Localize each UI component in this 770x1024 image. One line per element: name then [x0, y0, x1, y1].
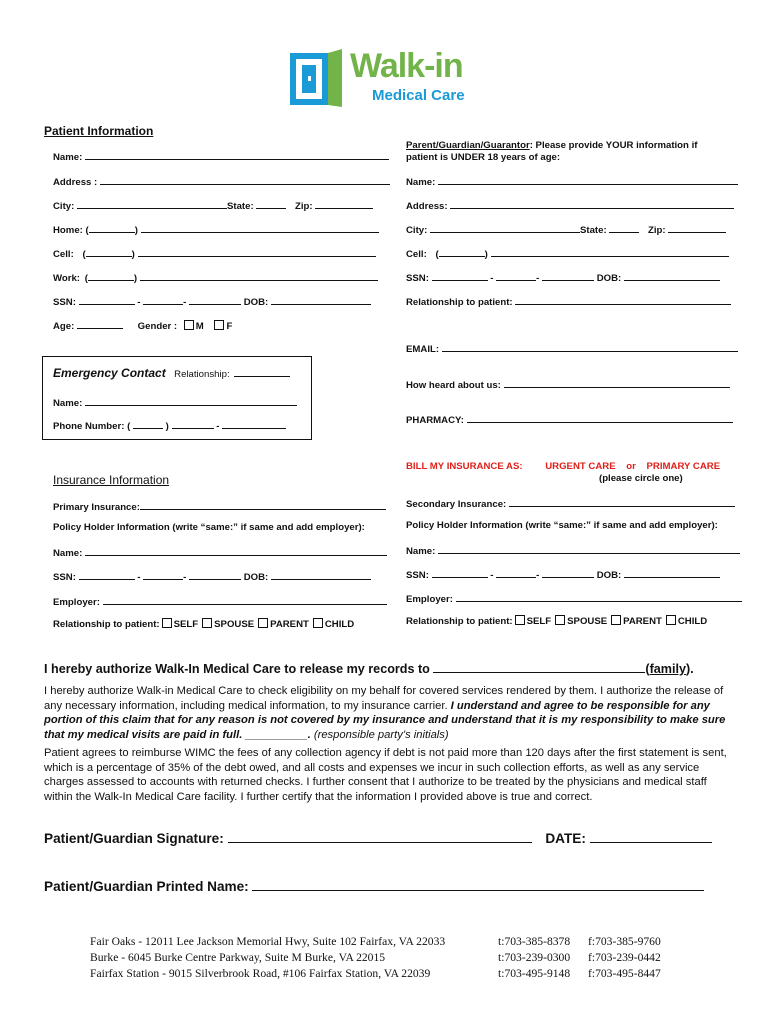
guardian-ssn-field-3[interactable] — [542, 271, 594, 281]
emergency-name-field[interactable] — [85, 396, 297, 406]
secondary-insurance-field[interactable] — [509, 497, 735, 507]
secondary-insured-ssn-field-2[interactable] — [496, 568, 536, 578]
secondary-employer-label: Employer: — [406, 594, 453, 605]
guardian-cell-area[interactable] — [439, 247, 485, 257]
patient-gender-label: Gender : — [137, 321, 178, 332]
guardian-address-label: Address: — [406, 201, 448, 212]
guardian-ssn-label: SSN: — [406, 273, 429, 284]
gender-m-label: M — [195, 321, 204, 332]
emergency-phone-row — [53, 419, 286, 432]
paren: ( — [85, 225, 89, 236]
secondary-spouse-checkbox[interactable] — [555, 615, 565, 625]
self-label: SELF — [173, 619, 199, 630]
secondary-insured-ssn-label: SSN: — [406, 570, 429, 581]
guardian-ssn-field-2[interactable] — [496, 271, 536, 281]
gender-f-label: F — [226, 321, 233, 332]
patient-age-field[interactable] — [77, 319, 123, 329]
signature-label: Patient/Guardian Signature: — [44, 831, 224, 846]
emergency-phone-area[interactable] — [133, 419, 163, 429]
insurance-heading: Insurance Information — [53, 473, 170, 487]
guardian-relationship-row — [406, 295, 731, 308]
insured-relationship-row — [53, 618, 354, 630]
patient-work-area[interactable] — [88, 271, 134, 281]
dash: - — [536, 570, 540, 581]
dash: - — [216, 421, 220, 432]
emergency-contact-box — [42, 356, 312, 440]
dash: - — [490, 273, 494, 284]
patient-dob-label: DOB: — [243, 297, 269, 308]
patient-age-label: Age: — [53, 321, 75, 332]
guardian-name-label: Name: — [406, 177, 436, 188]
secondary-self-label: SELF — [526, 616, 552, 627]
guardian-state-field[interactable] — [609, 223, 639, 233]
dash: - — [183, 297, 187, 308]
fax-fairfax-station: f:703-495-8447 — [588, 967, 661, 981]
signature-row — [44, 830, 712, 846]
dash: - — [490, 570, 494, 581]
guardian-note-line2: patient is UNDER 18 years of age: — [406, 152, 561, 163]
printed-name-label: Patient/Guardian Printed Name: — [44, 879, 249, 894]
patient-name-row — [53, 150, 389, 163]
pharmacy-field[interactable] — [467, 413, 733, 423]
guardian-name-field[interactable] — [438, 175, 738, 185]
release-records-field[interactable] — [433, 661, 645, 673]
collection-paragraph: Patient agrees to reimburse WIMC the fees of any collection agency if debt is not paid more than 120 days after the first statement is sent, which is a percentage of 35% of the debt owed, and all costs and expenses we incur in such collection efforts, as well as any service charges assessed to accounts with returned checks. I further consent that I authorize to be treated by the physicians and medical staff within the Walk-In Medical Care facility. I further certify that the information I provided above is true and correct. — [44, 747, 727, 803]
emergency-relationship-label: Relationship: — [174, 369, 230, 380]
patient-cell-label: Cell: — [53, 249, 74, 260]
insured-dob-label: DOB: — [243, 572, 269, 583]
guardian-cell-field[interactable] — [491, 247, 729, 257]
bill-or: or — [626, 461, 636, 472]
guardian-ssn-field-1[interactable] — [432, 271, 488, 281]
guardian-email-field[interactable] — [442, 342, 738, 352]
bill-primary-care[interactable]: PRIMARY CARE — [646, 461, 721, 472]
bill-circle-note: (please circle one) — [599, 473, 683, 484]
authorization-bold: I understand and agree to be responsible for any portion of this claim that for any reason is not covered by my insurance and understand that it is my responsibility to make sure that my medical visits are paid in full. __________. — [44, 699, 726, 741]
secondary-child-checkbox[interactable] — [666, 615, 676, 625]
patient-work-field[interactable] — [140, 271, 378, 281]
secondary-insurance-label: Secondary Insurance: — [406, 499, 507, 510]
secondary-insured-name-field[interactable] — [438, 544, 740, 554]
policy-holder-label: Policy Holder Information (write “same:” if same and add employer): — [53, 522, 365, 533]
patient-home-area[interactable] — [89, 223, 135, 233]
paren: ( — [435, 249, 439, 260]
guardian-address-field[interactable] — [450, 199, 734, 209]
heard-about-label: How heard about us: — [406, 380, 501, 391]
logo — [288, 49, 488, 107]
guardian-city-field[interactable] — [430, 223, 580, 233]
secondary-spouse-label: SPOUSE — [567, 616, 608, 627]
release-family: family — [649, 662, 686, 676]
emergency-title-row — [53, 364, 290, 382]
secondary-insured-ssn-field-1[interactable] — [432, 568, 488, 578]
heard-about-field[interactable] — [504, 378, 730, 388]
pharmacy-row — [406, 413, 733, 426]
employer-field[interactable] — [103, 595, 387, 605]
secondary-insured-name-row — [406, 544, 740, 557]
patient-home-field[interactable] — [141, 223, 379, 233]
patient-work-row — [53, 271, 378, 284]
emergency-phone-field-1[interactable] — [172, 419, 214, 429]
guardian-cell-row — [406, 247, 729, 260]
parent-checkbox[interactable] — [258, 618, 268, 628]
insured-ssn-field-3[interactable] — [189, 570, 241, 580]
guardian-city-label: City: — [406, 225, 428, 236]
guardian-city-row — [406, 223, 726, 236]
self-checkbox[interactable] — [162, 618, 172, 628]
primary-insurance-row — [53, 500, 386, 513]
guardian-name-row — [406, 175, 738, 188]
logo-name: Walk-in — [350, 47, 463, 85]
location-burke: Burke - 6045 Burke Centre Parkway, Suite M Burke, VA 22015 — [90, 951, 386, 965]
patient-ssn-field-2[interactable] — [143, 295, 183, 305]
patient-age-row — [53, 319, 232, 332]
footer-faxes — [588, 934, 661, 983]
authorization-paragraph — [44, 684, 734, 742]
insured-name-row — [53, 546, 387, 559]
patient-name-label: Name: — [53, 152, 83, 163]
paren: ( — [82, 249, 86, 260]
dash: - — [183, 572, 187, 583]
patient-state-field[interactable] — [256, 199, 286, 209]
guardian-note-bold: Parent/Guardian/Guarantor — [406, 140, 530, 151]
printed-name-field[interactable] — [252, 878, 704, 891]
guardian-state-label: State: — [580, 225, 607, 236]
guardian-address-row — [406, 199, 734, 212]
secondary-insured-name-label: Name: — [406, 546, 436, 557]
logo-subtitle: Medical Care — [372, 87, 465, 104]
pharmacy-label: PHARMACY: — [406, 415, 464, 426]
date-label: DATE: — [545, 831, 586, 846]
phone-burke: t:703-239-0300 — [498, 951, 571, 965]
dash: - — [137, 572, 141, 583]
secondary-insured-relationship-row — [406, 615, 707, 627]
location-fair-oaks: Fair Oaks - 12011 Lee Jackson Memorial Hwy, Suite 102 Fairfax, VA 22033 — [90, 935, 446, 948]
signature-field[interactable] — [228, 830, 532, 843]
gender-m-checkbox[interactable] — [184, 320, 194, 330]
guardian-ssn-row — [406, 271, 720, 284]
door-icon — [288, 49, 344, 107]
dash: - — [137, 297, 141, 308]
secondary-insurance-row — [406, 497, 735, 510]
parent-label: PARENT — [270, 619, 309, 630]
secondary-policy-holder-label: Policy Holder Information (write “same:” if same and add employer): — [406, 520, 718, 531]
paren: ( — [645, 662, 650, 676]
patient-city-row — [53, 199, 373, 212]
guardian-relationship-label: Relationship to patient: — [406, 297, 513, 308]
patient-home-row — [53, 223, 379, 236]
patient-zip-label: Zip: — [295, 201, 313, 212]
emergency-relationship-field[interactable] — [234, 367, 290, 377]
guardian-relationship-field[interactable] — [515, 295, 731, 305]
bill-urgent-care[interactable]: URGENT CARE — [545, 461, 616, 472]
guardian-dob-field[interactable] — [624, 271, 720, 281]
patient-city-field[interactable] — [77, 199, 227, 209]
guardian-zip-label: Zip: — [648, 225, 666, 236]
emergency-name-label: Name: — [53, 398, 83, 409]
secondary-employer-field[interactable] — [456, 592, 742, 602]
insured-name-label: Name: — [53, 548, 83, 559]
emergency-phone-label: Phone Number: ( — [53, 421, 131, 432]
printed-name-row — [44, 878, 704, 894]
release-end: ). — [685, 662, 694, 676]
footer-locations — [90, 934, 445, 983]
footer-phones — [498, 934, 570, 983]
guardian-email-row — [406, 342, 738, 355]
secondary-insured-relationship-label: Relationship to patient: — [406, 616, 513, 627]
guardian-note-rest: : Please provide YOUR information if — [529, 140, 698, 151]
secondary-insured-dob-label: DOB: — [596, 570, 622, 581]
authorization-initials-note: (responsible party’s initials) — [310, 728, 449, 741]
fax-burke: f:703-239-0442 — [588, 951, 661, 965]
employer-label: Employer: — [53, 597, 100, 608]
phone-fair-oaks: t:703-385-8378 — [498, 935, 571, 948]
spouse-checkbox[interactable] — [202, 618, 212, 628]
release-records-text: I hereby authorize Walk-In Medical Care to release my records to — [44, 662, 430, 676]
insured-name-field[interactable] — [85, 546, 387, 556]
primary-insurance-label: Primary Insurance: — [53, 502, 140, 513]
secondary-parent-label: PARENT — [623, 616, 662, 627]
insured-dob-field[interactable] — [271, 570, 371, 580]
secondary-insured-dob-field[interactable] — [624, 568, 720, 578]
patient-ssn-row — [53, 295, 371, 308]
bill-insurance-row — [406, 461, 720, 472]
primary-insurance-field[interactable] — [140, 500, 386, 510]
heard-about-row — [406, 378, 730, 391]
location-fairfax-station: Fairfax Station - 9015 Silverbrook Road, #106 Fairfax Station, VA 22039 — [90, 967, 431, 981]
phone-fairfax-station: t:703-495-9148 — [498, 967, 571, 981]
patient-ssn-field-1[interactable] — [79, 295, 135, 305]
spouse-label: SPOUSE — [214, 619, 255, 630]
paren: ) — [131, 249, 135, 260]
paren: ) — [133, 273, 138, 284]
secondary-parent-checkbox[interactable] — [611, 615, 621, 625]
guardian-zip-field[interactable] — [668, 223, 726, 233]
gender-f-checkbox[interactable] — [214, 320, 224, 330]
patient-work-label: Work: — [53, 273, 81, 284]
insured-ssn-field-2[interactable] — [143, 570, 183, 580]
date-field[interactable] — [590, 830, 712, 843]
paren: ) — [165, 421, 169, 432]
child-label: CHILD — [324, 619, 355, 630]
patient-city-label: City: — [53, 201, 75, 212]
patient-cell-row — [53, 247, 376, 260]
patient-address-label: Address : — [53, 177, 98, 188]
emergency-title: Emergency Contact — [53, 366, 166, 380]
patient-address-field[interactable] — [100, 175, 390, 185]
dash: - — [536, 273, 540, 284]
employer-row — [53, 595, 387, 608]
patient-dob-field[interactable] — [271, 295, 371, 305]
guardian-email-label: EMAIL: — [406, 344, 440, 355]
patient-home-label: Home: — [53, 225, 83, 236]
child-checkbox[interactable] — [313, 618, 323, 628]
patient-heading: Patient Information — [44, 124, 154, 138]
emergency-phone-field-2[interactable] — [222, 419, 286, 429]
patient-ssn-field-3[interactable] — [189, 295, 241, 305]
guardian-note — [406, 140, 697, 164]
secondary-self-checkbox[interactable] — [515, 615, 525, 625]
authorization-plain: I hereby authorize Walk-in Medical Care to check eligibility on my behalf for covered services rendered by them. I authorize the release of any necessary information, including medical information, to my insurance carrier. — [44, 685, 724, 712]
insured-ssn-label: SSN: — [53, 572, 76, 583]
fax-fair-oaks: f:703-385-9760 — [588, 935, 661, 948]
patient-name-field[interactable] — [85, 150, 389, 160]
patient-zip-field[interactable] — [315, 199, 373, 209]
guardian-dob-label: DOB: — [596, 273, 622, 284]
insured-relationship-label: Relationship to patient: — [53, 619, 160, 630]
secondary-insured-ssn-field-3[interactable] — [542, 568, 594, 578]
insured-ssn-field-1[interactable] — [79, 570, 135, 580]
paren: ) — [134, 225, 138, 236]
patient-cell-area[interactable] — [86, 247, 132, 257]
secondary-child-label: CHILD — [677, 616, 708, 627]
patient-ssn-label: SSN: — [53, 297, 76, 308]
paren: ( — [84, 273, 88, 284]
secondary-employer-row — [406, 592, 742, 605]
guardian-cell-label: Cell: — [406, 249, 427, 260]
paren: ) — [484, 249, 488, 260]
patient-state-label: State: — [227, 201, 254, 212]
bill-insurance-label: BILL MY INSURANCE AS: — [406, 461, 523, 472]
release-records-row — [44, 661, 694, 676]
patient-address-row — [53, 175, 390, 188]
emergency-name-row — [53, 396, 297, 409]
insured-ssn-row — [53, 570, 371, 583]
patient-cell-field[interactable] — [138, 247, 376, 257]
secondary-insured-ssn-row — [406, 568, 720, 581]
